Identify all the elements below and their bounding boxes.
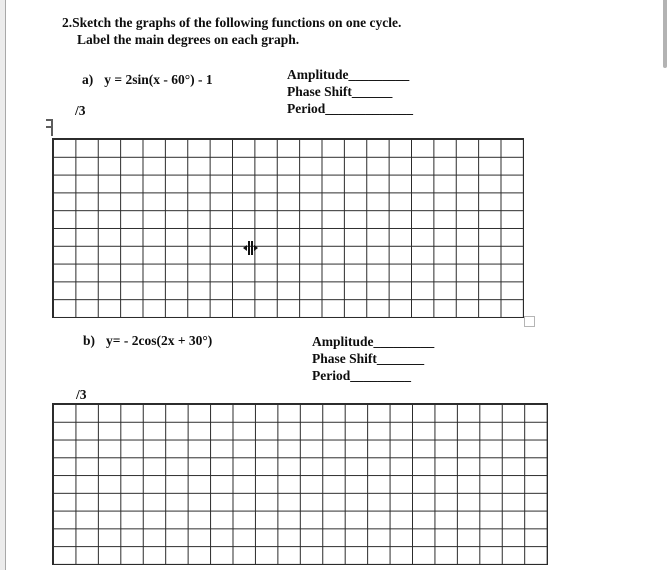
problem-a-equation-row xyxy=(82,71,213,88)
sketch-grid-a[interactable] xyxy=(52,138,524,318)
page-left-margin-strip xyxy=(0,0,6,570)
problem-a-label: a) xyxy=(82,72,94,87)
problem-b-equation-row xyxy=(83,332,212,349)
problem-a-phase-shift-field: Phase Shift______ xyxy=(287,83,393,99)
problem-b-answer-fields xyxy=(312,334,434,384)
problem-b-amplitude-field: Amplitude_________ xyxy=(312,334,435,349)
vertical-scrollbar-thumb[interactable] xyxy=(663,0,667,68)
question-title-line2: Label the main degrees on each graph. xyxy=(77,32,300,47)
problem-a-answer-fields xyxy=(287,67,413,117)
question-title-line1: 2.Sketch the graphs of the following functions on one cycle. xyxy=(62,15,402,30)
sketch-grid-b[interactable] xyxy=(52,403,548,565)
horizontal-resize-cursor-icon xyxy=(243,240,258,255)
problem-a-amplitude-field: Amplitude_________ xyxy=(287,67,410,82)
text-cursor-icon xyxy=(46,119,54,137)
problem-b-label: b) xyxy=(83,333,96,348)
problem-b-equation: y= - 2cos(2x + 30°) xyxy=(106,333,213,348)
problem-b-marks: /3 xyxy=(76,387,87,402)
problem-b-phase-shift-field: Phase Shift_______ xyxy=(312,350,425,366)
table-resize-handle[interactable] xyxy=(524,316,535,327)
problem-a-period-field: Period_____________ xyxy=(287,100,413,116)
problem-a-equation: y = 2sin(x - 60°) - 1 xyxy=(104,72,213,87)
problem-b-period-field: Period_________ xyxy=(312,367,411,383)
problem-a-marks: /3 xyxy=(75,103,86,118)
